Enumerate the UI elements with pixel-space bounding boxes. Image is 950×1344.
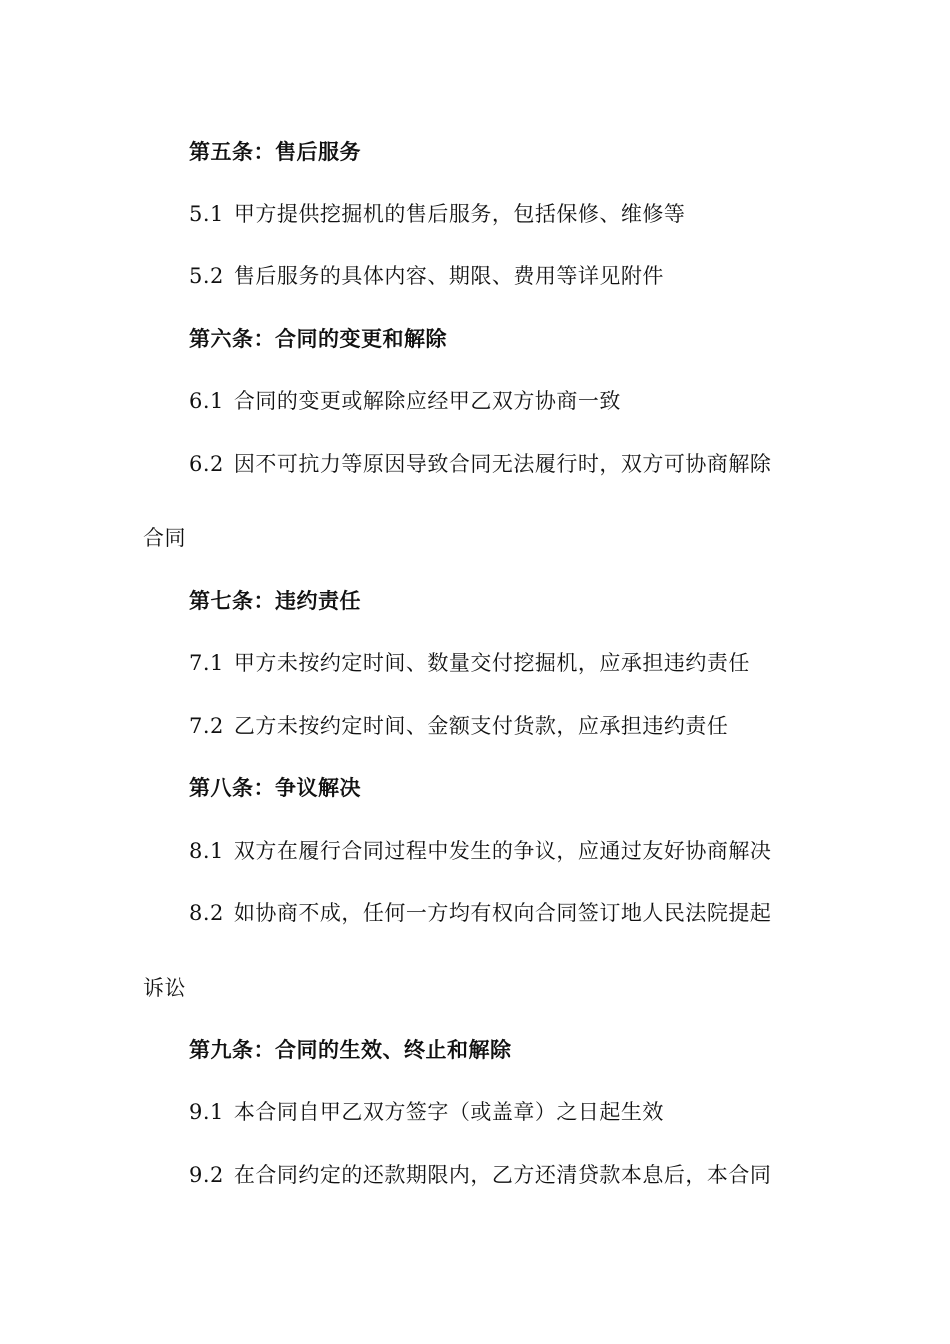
clause-line [189,386,859,416]
clause-text: 售后服务的具体内容、期限、费用等详见附件 [233,264,664,288]
clause-number: 8.2 [189,901,224,925]
clause-line [189,449,859,479]
clause-text: 在合同约定的还款期限内，乙方还清贷款本息后，本合同 [233,1163,772,1187]
clause-line [189,648,859,678]
clause-text: 本合同自甲乙双方签字（或盖章）之日起生效 [233,1100,664,1124]
clause-number: 7.2 [189,714,224,738]
clause-text: 甲方未按约定时间、数量交付挖掘机，应承担违约责任 [233,651,750,675]
clause-line [189,711,859,741]
clause-text: 如协商不成，任何一方均有权向合同签订地人民法院提起 [233,901,772,925]
clause-text: 甲方提供挖掘机的售后服务，包括保修、维修等 [233,202,686,226]
clause-line [189,836,859,866]
clause-line [189,261,859,291]
clause-text: 双方在履行合同过程中发生的争议，应通过友好协商解决 [233,839,772,863]
clause-line [189,1160,859,1190]
clause-text: 合同的变更或解除应经甲乙双方协商一致 [233,389,621,413]
clause-number: 5.2 [189,264,224,288]
clause-text: 因不可抗力等原因导致合同无法履行时，双方可协商解除 [233,452,772,476]
section-heading: 第五条：售后服务 [189,139,361,164]
clause-number: 7.1 [189,651,224,675]
section-heading: 第九条：合同的生效、终止和解除 [189,1037,512,1062]
clause-line [189,1097,859,1127]
section-heading: 第七条：违约责任 [189,588,361,613]
clause-continuation: 诉讼 [143,976,186,1000]
clause-number: 6.2 [189,452,224,476]
clause-line [189,199,859,229]
clause-number: 9.2 [189,1163,224,1187]
clause-number: 9.1 [189,1100,224,1124]
section-heading: 第六条：合同的变更和解除 [189,326,447,351]
clause-number: 5.1 [189,202,224,226]
clause-number: 8.1 [189,839,224,863]
clause-number: 6.1 [189,389,224,413]
clause-continuation: 合同 [143,526,186,550]
section-heading: 第八条：争议解决 [189,775,361,800]
clause-text: 乙方未按约定时间、金额支付货款，应承担违约责任 [233,714,729,738]
clause-line [189,898,859,928]
